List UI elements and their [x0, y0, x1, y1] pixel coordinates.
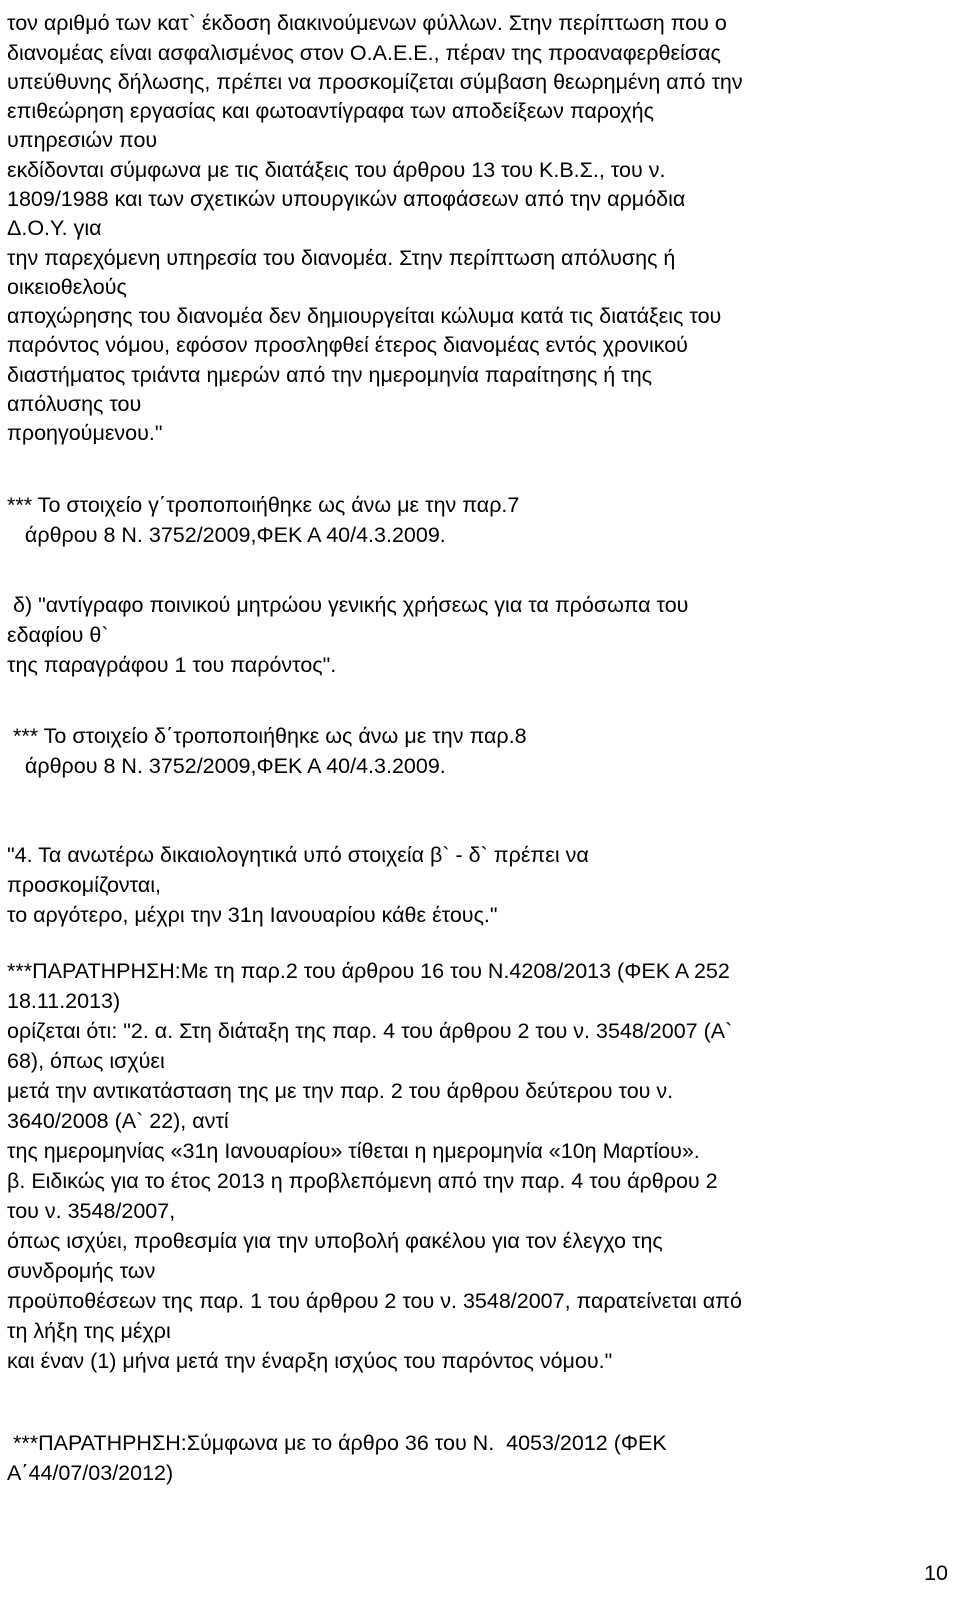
text-line: 68), όπως ισχύει: [7, 1049, 165, 1073]
text-line: "4. Τα ανωτέρω δικαιολογητικά υπό στοιχεία β` - δ` πρέπει να: [7, 843, 589, 867]
text-line: το αργότερο, μέχρι την 31η Ιανουαρίου κάθε έτους.": [7, 903, 498, 927]
text-line: της παραγράφου 1 του παρόντος".: [7, 653, 337, 677]
text-line: *** Το στοιχείο δ΄τροποποιήθηκε ως άνω με την παρ.8: [7, 724, 527, 748]
text-line: άρθρου 8 Ν. 3752/2009,ΦΕΚ Α 40/4.3.2009.: [7, 523, 446, 547]
text-line: εκδίδονται σύμφωνα με τις διατάξεις του άρθρου 13 του Κ.Β.Σ., του ν.: [7, 158, 666, 182]
text-line: εδαφίου θ`: [7, 623, 109, 647]
text-line: 18.11.2013): [7, 989, 121, 1013]
text-line: και έναν (1) μήνα μετά την έναρξη ισχύος του παρόντος νόμου.": [7, 1349, 613, 1373]
text-line: απόλυσης του: [7, 392, 142, 416]
text-line: ***ΠΑΡΑΤΗΡΗΣΗ:Σύμφωνα με το άρθρο 36 του Ν. 4053/2012 (ΦΕΚ: [7, 1431, 667, 1455]
page-number: 10: [924, 1561, 948, 1585]
text-line: την παρεχόμενη υπηρεσία του διανομέα. Στην περίπτωση απόλυσης ή: [7, 246, 676, 270]
text-line: υπεύθυνης δήλωσης, πρέπει να προσκομίζεται σύμβαση θεωρημένη από την: [7, 70, 743, 94]
text-line: 3640/2008 (Α` 22), αντί: [7, 1109, 229, 1133]
text-line: του ν. 3548/2007,: [7, 1199, 176, 1223]
text-line: συνδρομής των: [7, 1259, 156, 1283]
text-line: ***ΠΑΡΑΤΗΡΗΣΗ:Με τη παρ.2 του άρθρου 16 του Ν.4208/2013 (ΦΕΚ Α 252: [7, 959, 730, 983]
text-line: *** Το στοιχείο γ΄τροποποιήθηκε ως άνω με την παρ.7: [7, 493, 520, 517]
text-line: αποχώρησης του διανομέα δεν δημιουργείται κώλυμα κατά τις διατάξεις του: [7, 304, 722, 328]
text-line: υπηρεσιών που: [7, 128, 158, 152]
text-line: 1809/1988 και των σχετικών υπουργικών αποφάσεων από την αρμόδια: [7, 187, 686, 211]
text-line: τη λήξη της μέχρι: [7, 1319, 171, 1343]
text-line: παρόντος νόμου, εφόσον προσληφθεί έτερος διανομέας εντός χρονικού: [7, 333, 688, 357]
text-line: οικειοθελούς: [7, 275, 127, 299]
text-line: δ) "αντίγραφο ποινικού μητρώου γενικής χρήσεως για τα πρόσωπα του: [7, 593, 689, 617]
text-line: της ημερομηνίας «31η Ιανουαρίου» τίθεται η ημερομηνία «10η Μαρτίου».: [7, 1139, 700, 1163]
text-line: προηγούμενου.": [7, 421, 163, 445]
text-line: διανομέας είναι ασφαλισμένος στον Ο.Α.Ε.Ε., πέραν της προαναφερθείσας: [7, 41, 721, 65]
text-line: β. Ειδικώς για το έτος 2013 η προβλεπόμενη από την παρ. 4 του άρθρου 2: [7, 1169, 718, 1193]
text-line: Δ.Ο.Υ. για: [7, 216, 102, 240]
text-line: ορίζεται ότι: "2. α. Στη διάταξη της παρ. 4 του άρθρου 2 του ν. 3548/2007 (Α`: [7, 1019, 733, 1043]
text-line: μετά την αντικατάσταση της με την παρ. 2 του άρθρου δεύτερου του ν.: [7, 1079, 674, 1103]
text-line: επιθεώρηση εργασίας και φωτοαντίγραφα των αποδείξεων παροχής: [7, 99, 654, 123]
text-line: διαστήματος τριάντα ημερών από την ημερομηνία παραίτησης ή της: [7, 363, 653, 387]
text-line: άρθρου 8 Ν. 3752/2009,ΦΕΚ Α 40/4.3.2009.: [7, 754, 446, 778]
text-line: τον αριθμό των κατ` έκδοση διακινούμενων φύλλων. Στην περίπτωση που ο: [7, 11, 727, 35]
text-line: προϋποθέσεων της παρ. 1 του άρθρου 2 του ν. 3548/2007, παρατείνεται από: [7, 1289, 742, 1313]
text-line: Α΄44/07/03/2012): [7, 1461, 174, 1485]
text-line: όπως ισχύει, προθεσμία για την υποβολή φακέλου για τον έλεγχο της: [7, 1229, 663, 1253]
text-line: προσκομίζονται,: [7, 873, 162, 897]
